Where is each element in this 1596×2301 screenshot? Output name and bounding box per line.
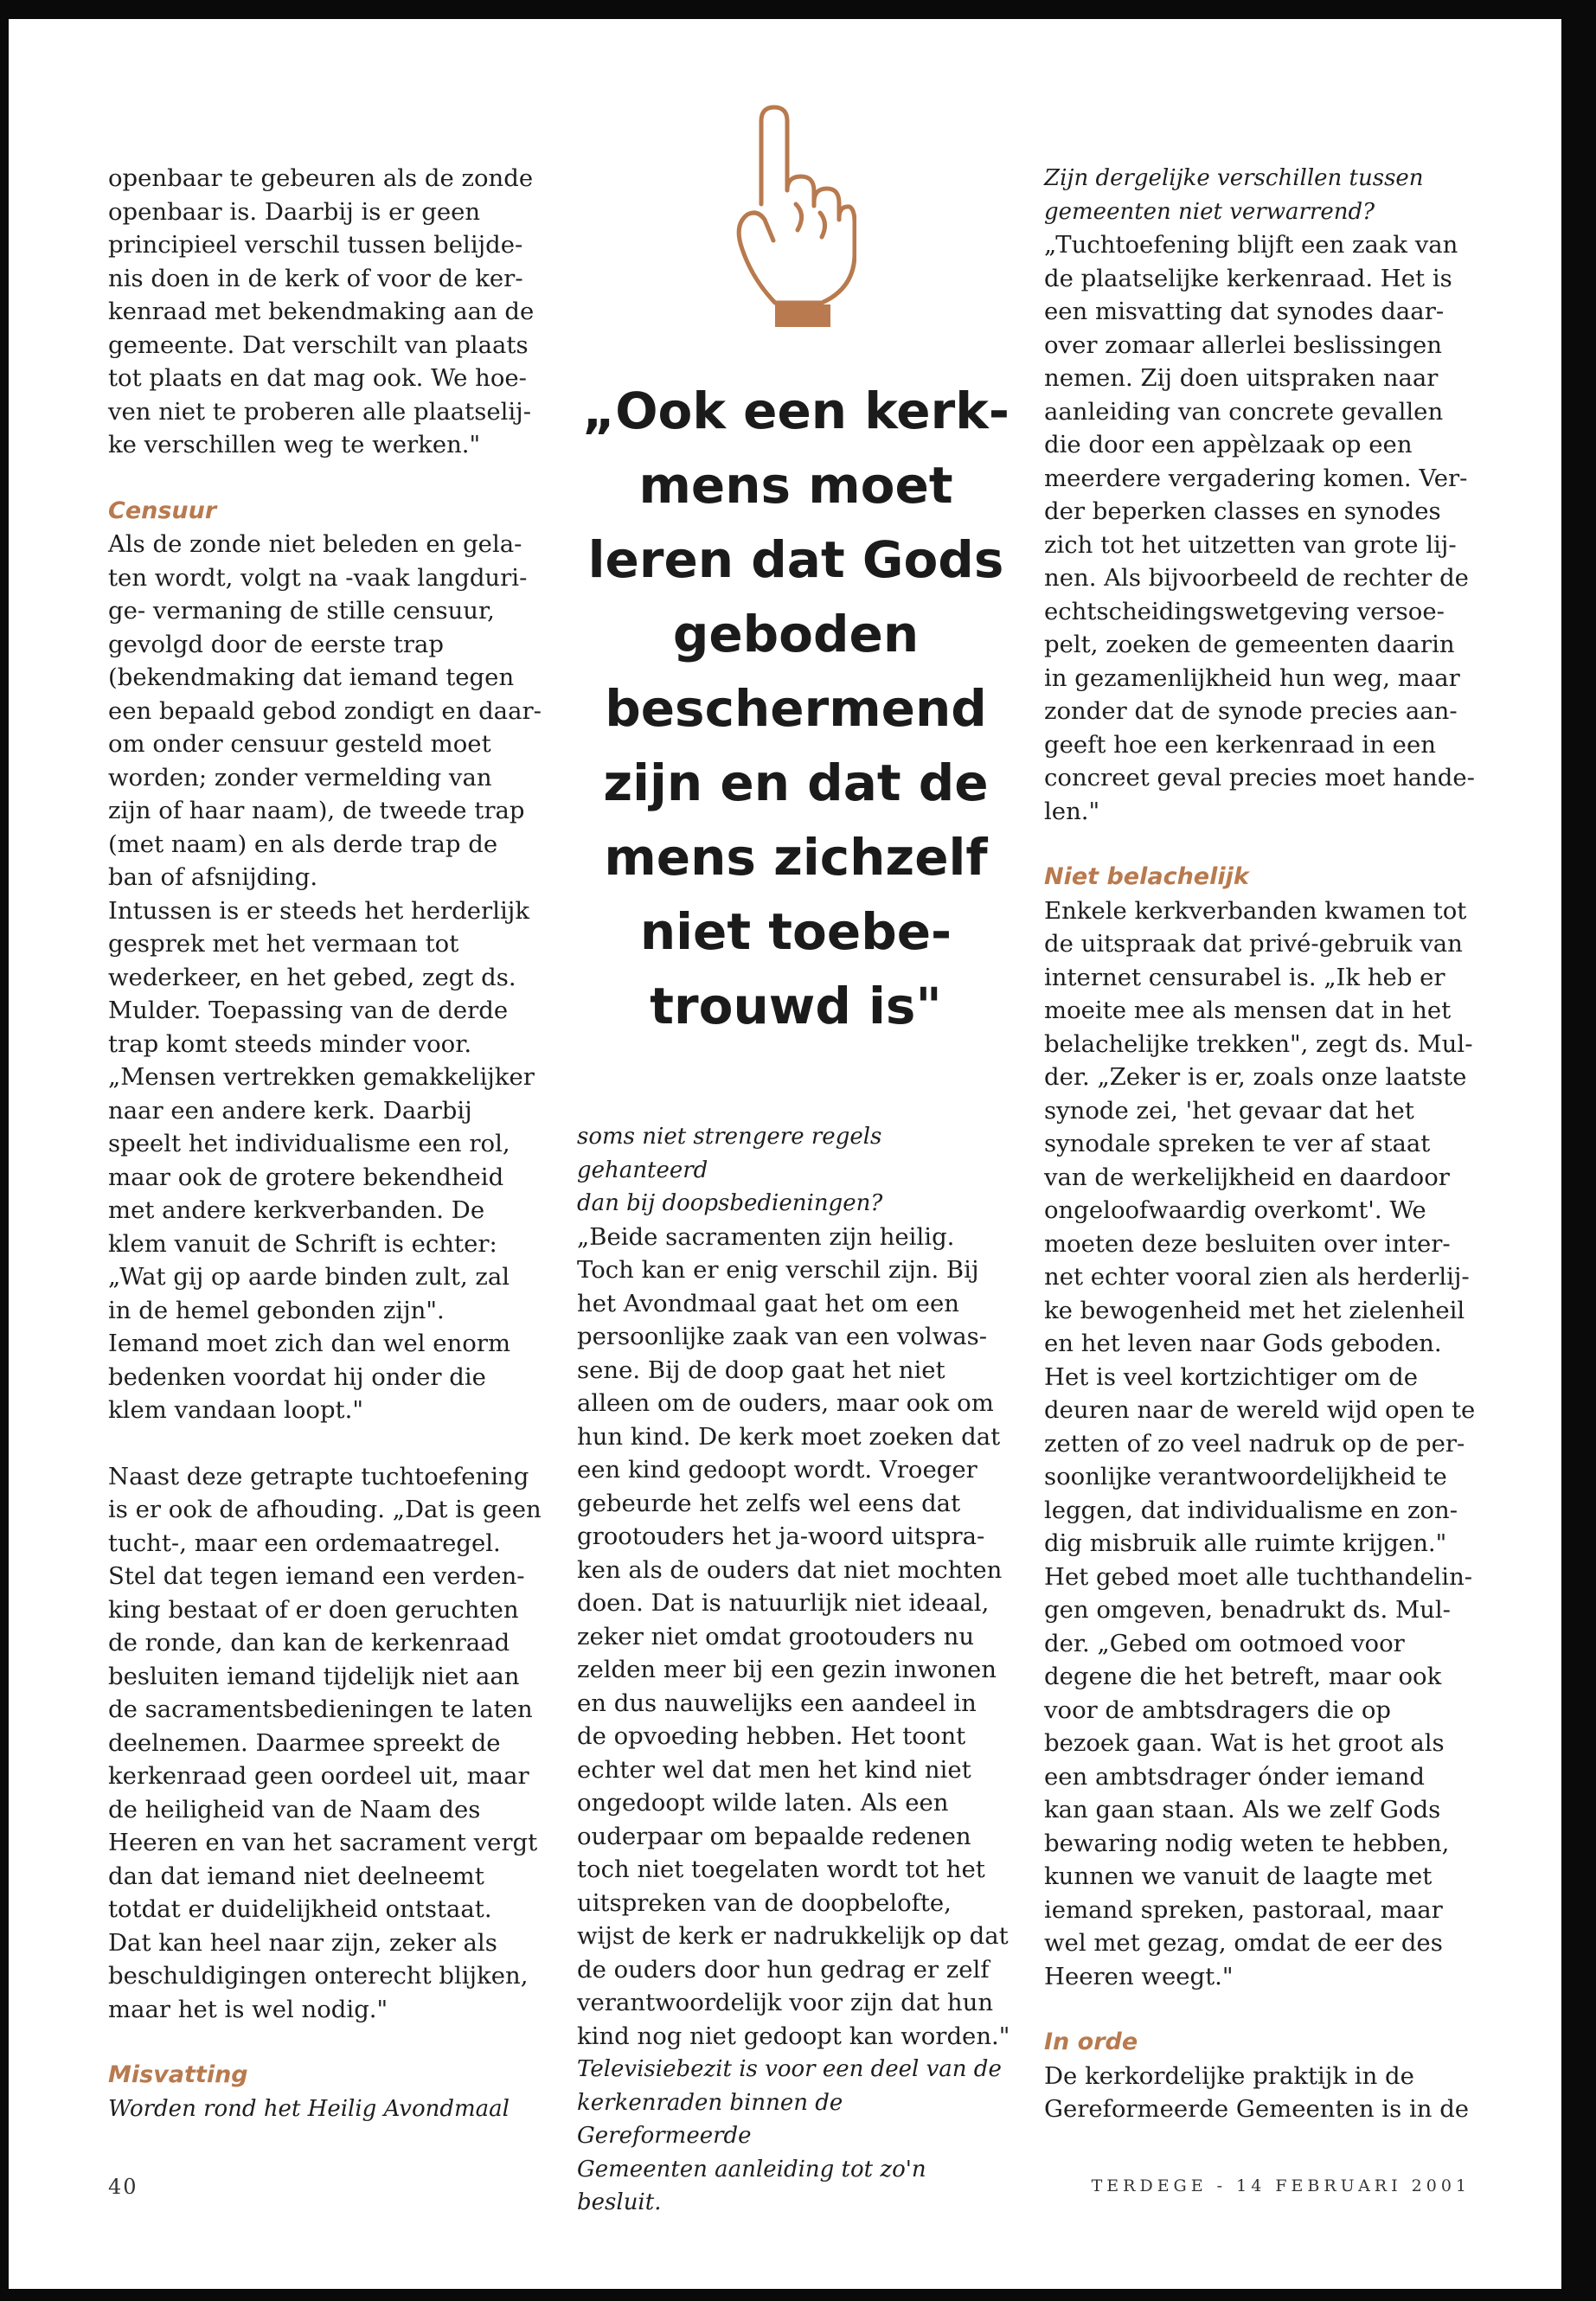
subheading-in-orde: In orde bbox=[1044, 2029, 1138, 2055]
scan-frame-bottom bbox=[0, 2289, 1596, 2301]
interview-question: soms niet strengere regels gehanteerd dan bij doopsbedieningen? bbox=[577, 1124, 883, 1216]
paragraph: „Tuchtoefening blijft een zaak van de plaatselijke kerkenraad. Het is een misvatting dat synodes daar- over zomaar allerlei beslissingen nemen. Zij doen uitspraken naar aanleiding van concrete gevallen die door een appèlzaak op een meerdere vergadering komen. Ver- der beperken classes en synodes zich tot het uitzetten van grote lij- nen. Als bijvoorbeeld de rechter de echtscheidingswetgeving versoe- pelt, zoeken de gemeenten daarin in gezamenlijkheid hun weg, maar zonder dat de synode precies aan- geeft hoe een kerkenraad in een concreet geval precies moet hande- len." bbox=[1044, 231, 1475, 825]
magazine-footer: TERDEGE - 14 FEBRUARI 2001 bbox=[1091, 2176, 1471, 2195]
subheading-misvatting: Misvatting bbox=[108, 2061, 248, 2088]
paragraph: openbaar te gebeuren als de zonde openbaar is. Daarbij is er geen principieel verschil tussen belijde- nis doen in de kerk of voor de ker- kenraad met bekendmaking aan de gemeente. Dat verschilt van plaats tot plaats en dat mag ook. We hoe- ven niet te proberen alle plaatselij- ke verschillen weg te werken." bbox=[108, 164, 535, 458]
page-number: 40 bbox=[108, 2175, 138, 2199]
paragraph: De kerkordelijke praktijk in de Gereformeerde Gemeenten is in de bbox=[1044, 2061, 1470, 2123]
interview-question: Zijn dergelijke verschillen tussen gemeenten niet verwarrend? bbox=[1044, 165, 1424, 225]
interview-question: Televisiebezit is voor een deel van de kerkenraden binnen de Gereformeerde Gemeenten aanleiding tot zo'n besluit. bbox=[577, 2056, 1002, 2215]
interview-question: Worden rond het Heilig Avondmaal bbox=[108, 2095, 510, 2122]
subheading-niet-belachelijk: Niet belachelijk bbox=[1044, 863, 1249, 890]
scan-frame-left bbox=[0, 0, 9, 2301]
subheading-censuur: Censuur bbox=[108, 497, 217, 524]
paragraph: Als de zonde niet beleden en gela- ten wordt, volgt na -vaak langduri- ge- vermaning de stille censuur, gevolgd door de eerste trap (bekendmaking dat iemand tegen een bepaald gebod zondigt en daar- om onder censuur gesteld moet worden; zonder vermelding van zijn of haar naam), de tweede trap (met naam) en als derde trap de ban of afsnijding. Intussen is er steeds het herderlijk gesprek met het vermaan tot wederkeer, en het gebed, zegt ds. Mulder. Toepassing van de derde trap komt steeds minder voor. „Mensen vertrekken gemakkelijker naar een andere kerk. Daarbij speelt het individualisme een rol, maar ook de grotere bekendheid met andere kerkverbanden. De klem vanuit de Schrift is echter: „Wat gij op aarde binden zult, zal in de hemel gebonden zijn". Iemand moet zich dan wel enorm bedenken voordat hij onder die klem vandaan loopt." bbox=[108, 530, 542, 1424]
pointing-hand-icon bbox=[727, 102, 856, 331]
paragraph: Naast deze getrapte tuchtoefening is er ook de afhouding. „Dat is geen tucht-, maar een ordemaatregel. Stel dat tegen iemand een verden- king bestaat of er doen geruchten de ronde, dan kan de kerkenraad besluiten iemand tijdelijk niet aan de sacramentsbedieningen te laten deelnemen. Daarmee spreekt de kerkenraad geen oordeel uit, maar de heiligheid van de Naam des Heeren en van het sacrament vergt dan dat iemand niet deelneemt totdat er duidelijkheid ontstaat. Dat kan heel naar zijn, zeker als beschuldigingen onterecht blijken, maar het is wel nodig." bbox=[108, 1462, 542, 2023]
column-right bbox=[1044, 162, 1481, 2126]
column-middle bbox=[577, 1120, 1014, 2220]
pull-quote: „Ook een kerk- mens moet leren dat Gods geboden beschermend zijn en dat de mens zichzelf niet toebe- trouwd is" bbox=[582, 381, 1010, 1035]
scan-frame-right bbox=[1561, 0, 1596, 2301]
column-left bbox=[108, 162, 545, 2125]
paragraph: Enkele kerkverbanden kwamen tot de uitspraak dat privé-gebruik van internet censurabel is. „Ik heb er moeite mee als mensen dat in het belachelijke trekken", zegt ds. Mul- der. „Zeker is er, zoals onze laatste synode zei, 'het gevaar dat het synodale spreken te ver af staat van de werkelijkheid en daardoor ongeloofwaardig overkomt'. We moeten deze besluiten over inter- net echter vooral zien als herderlij- ke bewogenheid met het zielenheil en het leven naar Gods geboden. Het is veel kortzichtiger om de deuren naar de wereld wijd open te zetten of zo veel nadruk op de per- soonlijke verantwoordelijkheid te leggen, dat individualisme en zon- dig misbruik alle ruimte krijgen." Het gebed moet alle tuchthandelin- gen omgeven, benadrukt ds. Mul- der. „Gebed om ootmoed voor degene die het betreft, maar ook voor de ambtsdragers die op bezoek gaan. Wat is het groot als een ambtsdrager ónder iemand kan gaan staan. Als we zelf Gods bewaring nodig weten te hebben, kunnen we vanuit de laagte met iemand spreken, pastoraal, maar wel met gezag, omdat de eer des Heeren weegt." bbox=[1044, 896, 1476, 1990]
paragraph: „Beide sacramenten zijn heilig. Toch kan er enig verschil zijn. Bij het Avondmaal gaat het om een persoonlijke zaak van een volwas- sene. Bij de doop gaat het niet alleen om de ouders, maar ook om hun kind. De kerk moet zoeken dat een kind gedoopt wordt. Vroeger gebeurde het zelfs wel eens dat grootouders het ja-woord uitspra- ken als de ouders dat niet mochten doen. Dat is natuurlijk niet ideaal, zeker niet omdat grootouders nu zelden meer bij een gezin inwonen en dus nauwelijks een aandeel in de opvoeding hebben. Het toont echter wel dat men het kind niet ongedoopt wilde laten. Als een ouderpaar om bepaalde redenen toch niet toegelaten wordt tot het uitspreken van de doopbelofte, wijst de kerk er nadrukkelijk op dat de ouders door hun gedrag er zelf verantwoordelijk voor zijn dat hun kind nog niet gedoopt kan worden." bbox=[577, 1222, 1010, 2050]
scan-frame-top bbox=[0, 0, 1596, 19]
